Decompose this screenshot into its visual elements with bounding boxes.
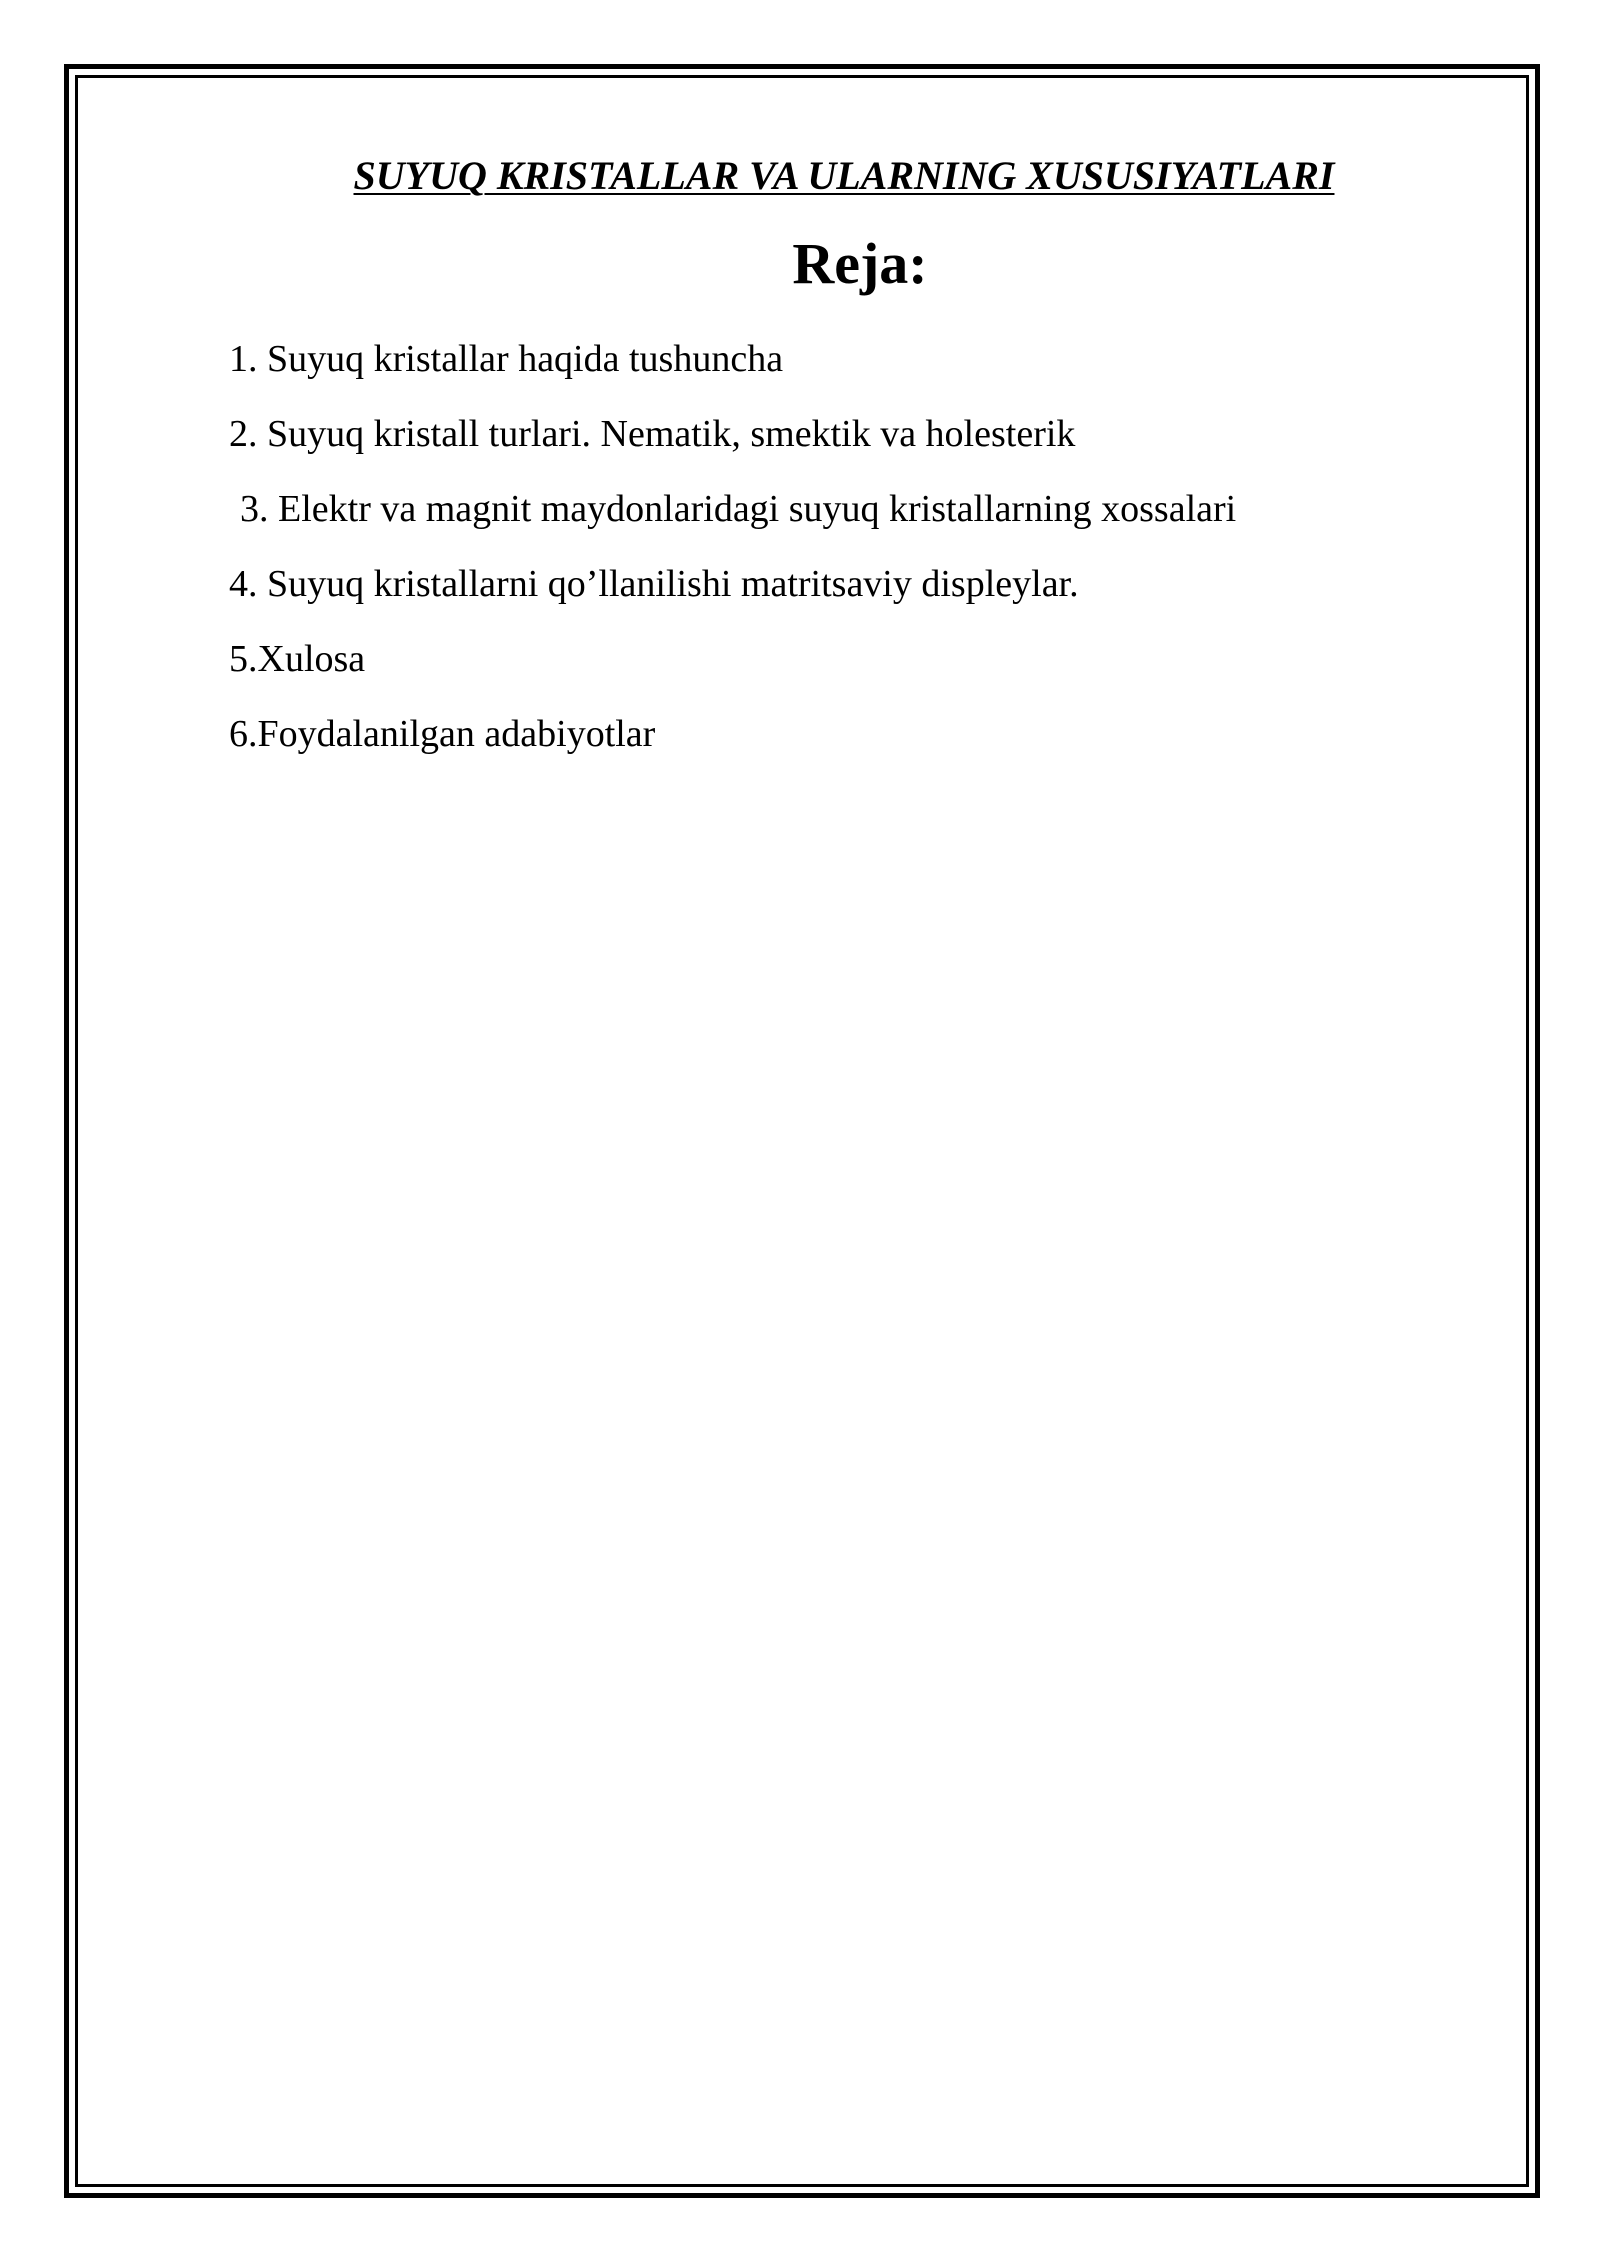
plan-item: 4. Suyuq kristallarni qo’llanilishi matritsaviy displeylar. bbox=[229, 563, 1079, 605]
plan-item: 6.Foydalanilgan adabiyotlar bbox=[229, 713, 656, 755]
document-title: SUYUQ KRISTALLAR VA ULARNING XUSUSIYATLARI bbox=[353, 153, 1335, 198]
plan-item: 3. Elektr va magnit maydonlaridagi suyuq kristallarning xossalari bbox=[240, 488, 1237, 530]
plan-item: 1. Suyuq kristallar haqida tushuncha bbox=[229, 338, 784, 380]
plan-list bbox=[229, 322, 1236, 772]
plan-item: 2. Suyuq kristall turlari. Nematik, smektik va holesterik bbox=[229, 413, 1076, 455]
plan-heading: Reja: bbox=[792, 231, 928, 296]
plan-item: 5.Xulosa bbox=[229, 638, 366, 680]
